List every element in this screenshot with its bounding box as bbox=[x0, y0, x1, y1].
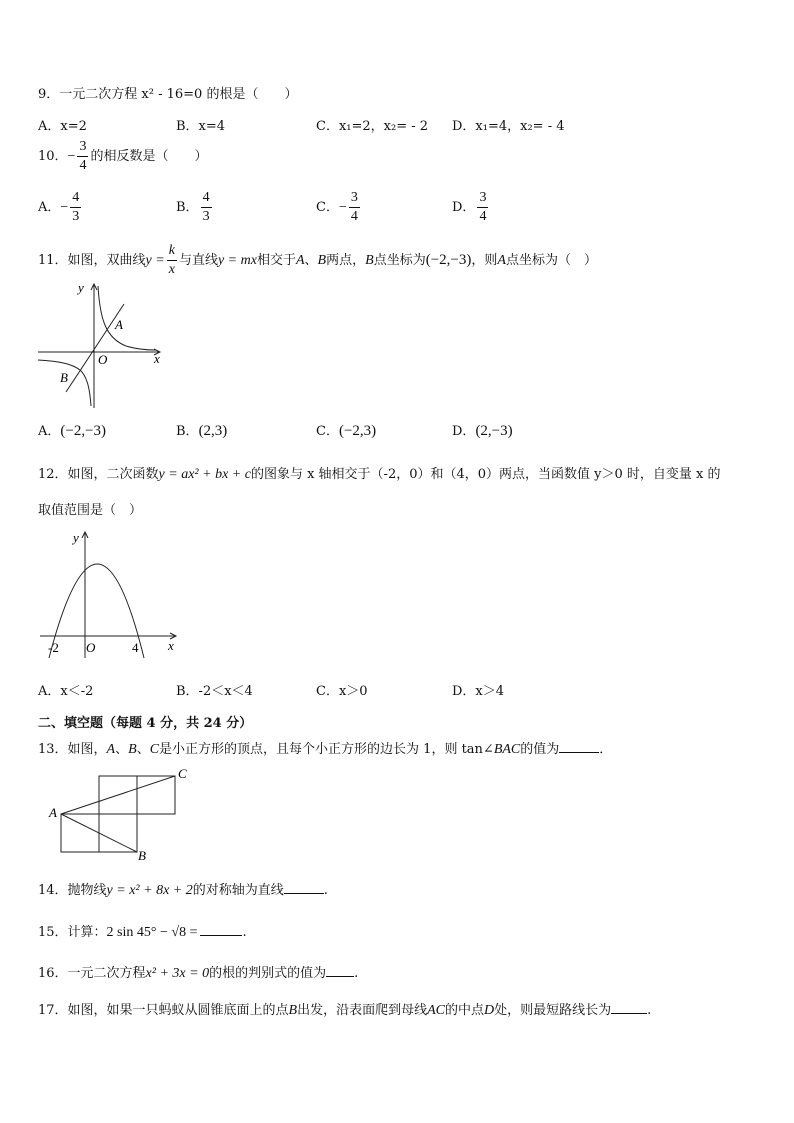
q11-sep: 、 bbox=[304, 253, 318, 268]
q11-x: x bbox=[168, 262, 175, 277]
q13-label-b: B bbox=[138, 848, 146, 863]
q11-option-b bbox=[176, 420, 227, 440]
q9-option-d: D．x₁=4，x₂= - 4 bbox=[452, 119, 565, 134]
q12-option-c: C．x＞0 bbox=[316, 684, 368, 699]
option-label: A． bbox=[38, 200, 61, 215]
q11-hyperbola-branch-1 bbox=[98, 286, 156, 350]
q10-option-a bbox=[38, 191, 83, 224]
q12-label-minus2: -2 bbox=[48, 640, 59, 655]
q11-point-a: A bbox=[295, 253, 305, 268]
q13-stem bbox=[38, 738, 612, 758]
q11-label-y: y bbox=[78, 280, 84, 295]
q12-option-a: A．x＜-2 bbox=[38, 684, 94, 699]
q17-text-2: 出发，沿表面爬到母线 bbox=[297, 1003, 428, 1018]
q11-text-7: 点坐标为（ ） bbox=[505, 253, 597, 268]
q11-text-5: 点坐标为 bbox=[373, 253, 426, 268]
q12-text-2: 的图象与 x 轴相交于（-2，0）和（4，0）两点，当函数值 y＞0 时，自变量 x 的 bbox=[250, 467, 721, 482]
option-label: C． bbox=[316, 200, 339, 215]
q17-answer-blank[interactable] bbox=[611, 1013, 647, 1014]
q9-stem: 9．一元二次方程 x² - 16=0 的根是（ ） bbox=[38, 87, 298, 102]
q17-text-3: 的中点 bbox=[445, 1003, 485, 1018]
q11-k: k bbox=[167, 244, 177, 261]
q12-option-b: B．-2＜x＜4 bbox=[176, 684, 253, 699]
q11-point-b: B bbox=[317, 253, 327, 268]
q11-point-b2: B bbox=[365, 253, 374, 268]
q13-grid-cell bbox=[61, 814, 99, 852]
q13-angle-bac: BAC bbox=[493, 742, 521, 757]
q12-figure bbox=[38, 528, 180, 660]
q17-stem bbox=[38, 999, 651, 1019]
option-den: 4 bbox=[479, 209, 487, 224]
q13-label-c: C bbox=[178, 766, 187, 781]
q17-point-b: B bbox=[288, 1003, 298, 1018]
q16-text-1: 16．一元二次方程 bbox=[38, 966, 146, 981]
q13-end: ． bbox=[599, 742, 613, 757]
q16-equation: x² + 3x = 0 bbox=[145, 966, 210, 981]
q12-label-x: x bbox=[168, 638, 174, 653]
q13-grid-cell bbox=[99, 814, 137, 852]
option-label: D． bbox=[452, 200, 476, 215]
option-num: 3 bbox=[477, 191, 488, 208]
q12-label-y: y bbox=[73, 530, 79, 545]
option-num: 4 bbox=[70, 191, 81, 208]
q11-line-eq: y = mx bbox=[217, 253, 257, 268]
option-label: A． bbox=[38, 424, 61, 439]
q11-stem bbox=[38, 244, 597, 277]
option-den: 3 bbox=[202, 209, 210, 224]
option-label: D． bbox=[452, 424, 476, 439]
option-label: B． bbox=[176, 424, 199, 439]
q11-text-4: 两点， bbox=[326, 253, 366, 268]
q12-label-o: O bbox=[86, 640, 96, 655]
q11-point-a2: A bbox=[497, 253, 506, 268]
q15-stem bbox=[38, 921, 247, 941]
q12-option-d: D．x＞4 bbox=[452, 684, 505, 699]
q10-option-b bbox=[176, 191, 214, 224]
q16-answer-blank[interactable] bbox=[326, 976, 354, 977]
q12-text-1: 12．如图，二次函数 bbox=[38, 467, 159, 482]
q11-text-3: 相交于 bbox=[256, 253, 296, 268]
q9-option-b: B．x=4 bbox=[176, 119, 226, 134]
q11-y-eq: y = bbox=[145, 253, 165, 268]
q15-answer-blank[interactable] bbox=[200, 935, 242, 936]
q13-segment-ac bbox=[61, 776, 175, 814]
q16-text-2: 的根的判别式的值为 bbox=[209, 966, 327, 981]
q13-sep-1: 、 bbox=[115, 742, 129, 757]
option-num: 3 bbox=[349, 191, 360, 208]
q11-figure bbox=[36, 280, 166, 410]
q11-text-6: ，则 bbox=[471, 253, 498, 268]
q10-option-c bbox=[316, 191, 362, 224]
option-fraction bbox=[70, 191, 81, 224]
q11-fraction bbox=[167, 244, 177, 277]
q17-point-d: D bbox=[484, 1003, 495, 1018]
q11-coord: (−2,−3) bbox=[425, 252, 472, 268]
option-den: 4 bbox=[350, 209, 358, 224]
q10-frac-den: 4 bbox=[79, 158, 87, 173]
q9-option-c: C．x₁=2，x₂= - 2 bbox=[316, 119, 429, 134]
option-value: (−2,3) bbox=[338, 423, 377, 439]
q16-stem bbox=[38, 962, 358, 982]
q10-frac-num: 3 bbox=[77, 140, 88, 157]
q14-answer-blank[interactable] bbox=[284, 893, 324, 894]
q11-label-x: x bbox=[154, 351, 160, 366]
q13-point-c: C bbox=[149, 742, 160, 757]
option-sign: − bbox=[60, 200, 69, 215]
q10-stem bbox=[38, 140, 207, 173]
q17-segment-ac: AC bbox=[427, 1003, 446, 1018]
q11-text-1: 11．如图，双曲线 bbox=[38, 253, 146, 268]
option-value: (2,−3) bbox=[475, 423, 513, 439]
option-value: (2,3) bbox=[198, 423, 228, 439]
q13-figure bbox=[46, 764, 196, 864]
q11-label-o: O bbox=[98, 352, 108, 367]
q14-equation: y = x² + 8x + 2 bbox=[106, 883, 193, 898]
q13-grid-cell bbox=[137, 776, 175, 814]
q11-option-d bbox=[452, 420, 513, 440]
q13-text-2: 是小正方形的顶点，且每个小正方形的边长为 1，则 tan∠ bbox=[159, 742, 494, 757]
option-value: (−2,−3) bbox=[60, 423, 107, 439]
q15-text-1: 15．计算： bbox=[38, 925, 107, 940]
q11-label-b: B bbox=[60, 370, 68, 385]
q10-number: 10． bbox=[38, 149, 68, 164]
q11-option-c bbox=[316, 420, 376, 440]
option-den: 3 bbox=[72, 209, 80, 224]
q10-stem-tail: 的相反数是（ ） bbox=[90, 149, 208, 164]
q17-end: . bbox=[647, 1003, 652, 1018]
option-fraction bbox=[349, 191, 360, 224]
q13-point-b: B bbox=[128, 742, 137, 757]
q10-minus: − bbox=[67, 149, 76, 164]
q11-text-2: 与直线 bbox=[178, 253, 218, 268]
q11-option-a bbox=[38, 420, 106, 440]
option-label: B． bbox=[176, 200, 199, 215]
q17-text-4: 处，则最短路线长为 bbox=[494, 1003, 612, 1018]
q12-equation: y = ax² + bx + c bbox=[158, 467, 251, 482]
q12-stem-line2: 取值范围是（ ） bbox=[38, 503, 143, 518]
q13-label-a: A bbox=[49, 805, 57, 820]
q12-parabola bbox=[49, 564, 144, 658]
q14-text-2: 的对称轴为直线 bbox=[192, 883, 284, 898]
q14-text-1: 14．抛物线 bbox=[38, 883, 107, 898]
option-label: C． bbox=[316, 424, 339, 439]
q12-stem bbox=[38, 463, 721, 483]
option-sign: − bbox=[338, 200, 347, 215]
q13-sep-2: 、 bbox=[136, 742, 150, 757]
q14-end: . bbox=[323, 883, 328, 898]
option-fraction bbox=[477, 191, 488, 224]
q14-stem bbox=[38, 879, 328, 899]
section-fill-in-blank-heading: 二、填空题（每题 4 分，共 24 分） bbox=[38, 716, 253, 731]
q13-point-a: A bbox=[106, 742, 116, 757]
q17-text-1: 17．如图，如果一只蚂蚁从圆锥底面上的点 bbox=[38, 1003, 289, 1018]
q9-option-a: A．x=2 bbox=[38, 119, 87, 134]
option-num: 4 bbox=[201, 191, 212, 208]
q13-answer-blank[interactable] bbox=[559, 752, 599, 753]
q16-end: . bbox=[354, 966, 359, 981]
q13-text-3: 的值为 bbox=[520, 742, 560, 757]
q15-expression: 2 sin 45° − √8 = bbox=[106, 925, 198, 940]
q12-label-4: 4 bbox=[132, 640, 139, 655]
q15-end: . bbox=[242, 925, 247, 940]
q10-fraction bbox=[77, 140, 88, 173]
option-fraction bbox=[201, 191, 212, 224]
q11-label-a: A bbox=[115, 317, 123, 332]
q13-text-1: 13．如图， bbox=[38, 742, 107, 757]
q10-option-d bbox=[452, 191, 490, 224]
